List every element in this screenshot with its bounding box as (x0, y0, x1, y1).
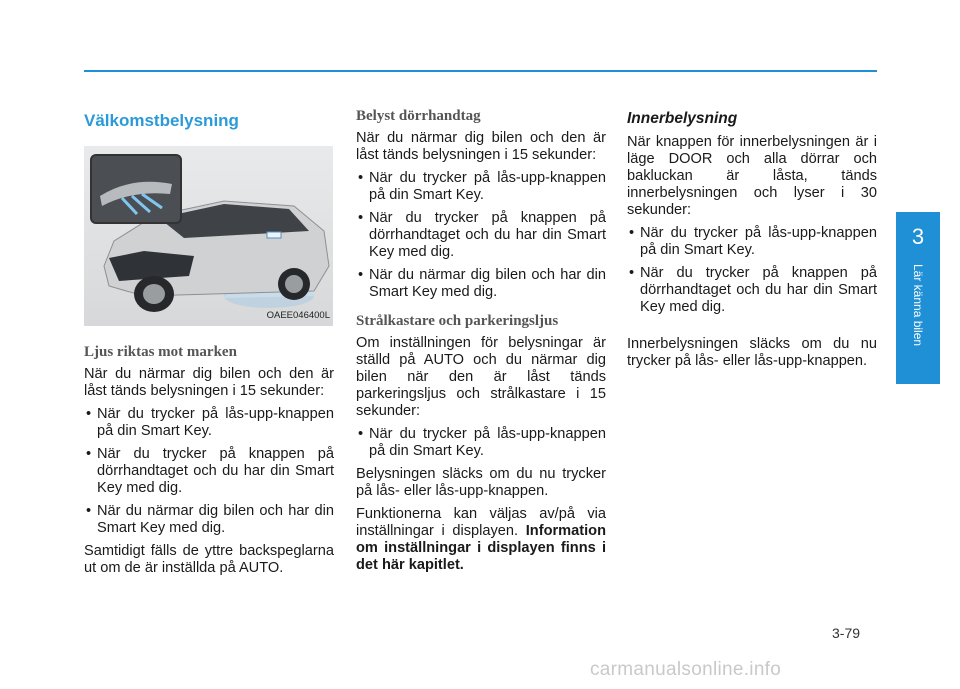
paragraph: Om inställningen för belysningar är ställd på AUTO och du närmar dig bilen när den är låst tänds parkeringsljus och strålkastare i 15 sekunder: (356, 335, 606, 419)
paragraph: Innerbelysningen släcks om du nu trycker på lås- eller lås-upp-knappen. (627, 336, 877, 369)
list-item: • När du trycker på lås-upp-knappen på din Smart Key. (356, 170, 606, 204)
paragraph: Samtidigt fälls de yttre backspeglarna ut om de är inställda på AUTO. (84, 543, 334, 576)
paragraph: Belysningen släcks om du nu trycker på lås- eller lås-upp-knappen. (356, 466, 606, 499)
figure-code: OAEE046400L (266, 310, 330, 321)
bullet-list (356, 426, 606, 460)
section-heading: Innerbelysning (627, 110, 738, 127)
list-item: • När du trycker på lås-upp-knappen på din Smart Key. (627, 225, 877, 259)
paragraph: När du närmar dig bilen och den är låst tänds belysningen i 15 sekunder: (356, 130, 606, 163)
list-item: • När du trycker på knappen på dörrhandtaget och du har din Smart Key med dig. (84, 446, 334, 497)
door-handle-graphic (92, 156, 180, 222)
car-illustration (84, 146, 333, 326)
list-item: • När du trycker på knappen på dörrhandtaget och du har din Smart Key med dig. (356, 210, 606, 261)
page-number: 3-79 (832, 625, 861, 641)
chapter-number: 3 (911, 224, 925, 249)
subheading-ground-light: Ljus riktas mot marken (84, 344, 237, 360)
list-item: • När du trycker på lås-upp-knappen på din Smart Key. (356, 426, 606, 460)
paragraph-bold-text: Information om inställningar i displayen finns i det här kapitlet. (356, 523, 606, 573)
list-item: • När du närmar dig bilen och har din Smart Key med dig. (356, 267, 606, 301)
top-rule (84, 70, 877, 72)
watermark: carmanualsonline.info (590, 659, 782, 680)
bullet-list (627, 225, 877, 316)
column-2 (356, 108, 606, 580)
subheading-headlights: Strålkastare och parkeringsljus (356, 313, 559, 329)
list-item: • När du närmar dig bilen och har din Smart Key med dig. (84, 503, 334, 537)
list-item: • När du trycker på lås-upp-knappen på din Smart Key. (84, 406, 334, 440)
section-heading: Välkomstbelysning (84, 111, 239, 130)
door-handle-inset (90, 154, 182, 224)
chapter-label: Lär känna bilen (911, 264, 925, 347)
paragraph (356, 506, 606, 574)
list-item: • När du trycker på knappen på dörrhandtaget och du har din Smart Key med dig. (627, 265, 877, 316)
paragraph: När knappen för innerbelysningen är i läge DOOR och alla dörrar och bakluckan är låsta, tänds innerbelysningen och lyser i 30 sekunder: (627, 134, 877, 218)
column-3 (627, 108, 877, 376)
paragraph-text: Funktionerna kan väljas av/på via inställningar i displayen. (356, 506, 606, 539)
chapter-tab (896, 212, 940, 384)
bullet-list (356, 170, 606, 301)
bullet-list (84, 406, 334, 537)
column-1 (84, 108, 334, 583)
subheading-door-handle: Belyst dörrhandtag (356, 108, 481, 124)
paragraph: När du närmar dig bilen och den är låst tänds belysningen i 15 sekunder: (84, 366, 334, 399)
